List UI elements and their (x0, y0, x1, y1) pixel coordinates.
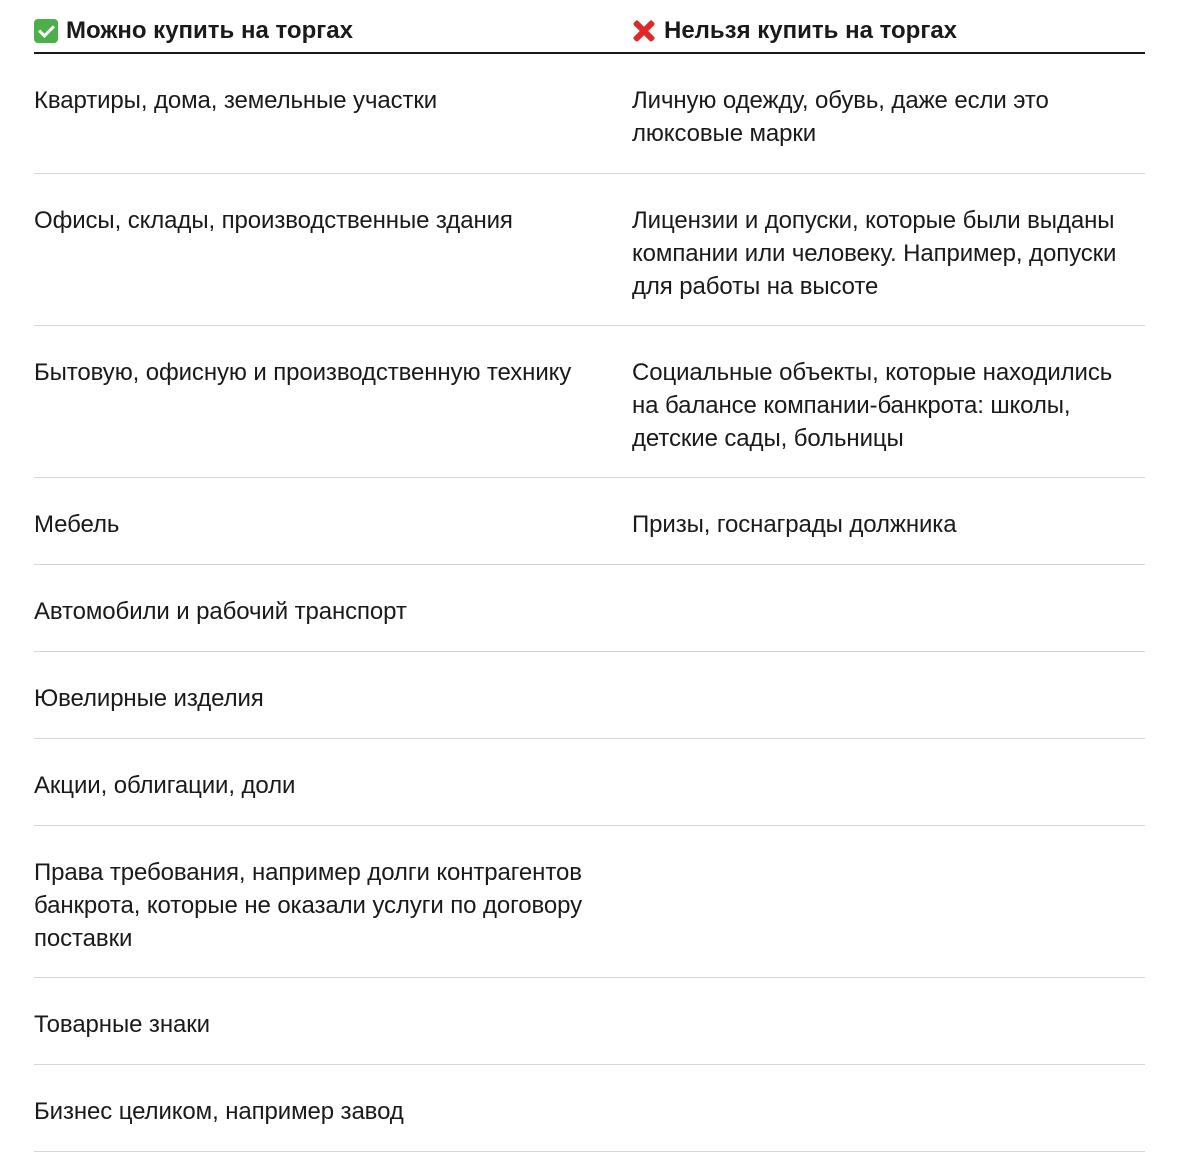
cannot-buy-cell (632, 1008, 1145, 1064)
header-cannot-buy (632, 16, 1145, 52)
can-buy-cell: Ювелирные изделия (34, 685, 264, 712)
cannot-buy-cell: Призы, госнаграды должника (632, 511, 957, 538)
can-buy-cell: Мебель (34, 511, 120, 538)
table-row (34, 174, 1145, 326)
cannot-buy-cell: Лицензии и допуски, которые были выданы компании или человеку. Например, допуски для работы на высоте (632, 207, 1117, 300)
cannot-buy-cell (632, 769, 1145, 825)
table-row (34, 739, 1145, 826)
header-can-buy-label: Можно купить на торгах (66, 17, 353, 44)
can-buy-cell: Акции, облигации, доли (34, 772, 296, 799)
can-buy-cell: Товарные знаки (34, 1011, 210, 1038)
table-row (34, 826, 1145, 978)
cross-mark-red-icon (632, 19, 656, 43)
table-row (34, 1065, 1145, 1152)
table-row (34, 652, 1145, 739)
can-buy-cell: Бизнес целиком, например завод (34, 1098, 404, 1125)
table-row (34, 478, 1145, 565)
can-buy-cell: Бытовую, офисную и производственную технику (34, 359, 572, 386)
table-header (34, 0, 1145, 54)
table-row (34, 326, 1145, 478)
can-buy-cell: Автомобили и рабочий транспорт (34, 598, 407, 625)
can-buy-cell: Права требования, например долги контрагентов банкрота, которые не оказали услуги по договору поставки (34, 859, 583, 952)
table-row (34, 565, 1145, 652)
header-cannot-buy-label: Нельзя купить на торгах (664, 17, 958, 44)
cannot-buy-cell: Социальные объекты, которые находились на балансе компании-банкрота: школы, детские сады, больницы (632, 359, 1113, 452)
can-buy-cell: Квартиры, дома, земельные участки (34, 87, 438, 114)
check-mark-green-icon (34, 19, 58, 43)
cannot-buy-cell (632, 1095, 1145, 1151)
table-row (34, 978, 1145, 1065)
cannot-buy-cell (632, 595, 1145, 651)
comparison-table (34, 0, 1145, 1152)
cannot-buy-cell (632, 682, 1145, 738)
header-can-buy (34, 16, 632, 52)
cannot-buy-cell: Личную одежду, обувь, даже если это люксовые марки (632, 87, 1049, 147)
table-row (34, 54, 1145, 174)
can-buy-cell: Офисы, склады, производственные здания (34, 207, 513, 234)
cannot-buy-cell (632, 856, 1145, 977)
